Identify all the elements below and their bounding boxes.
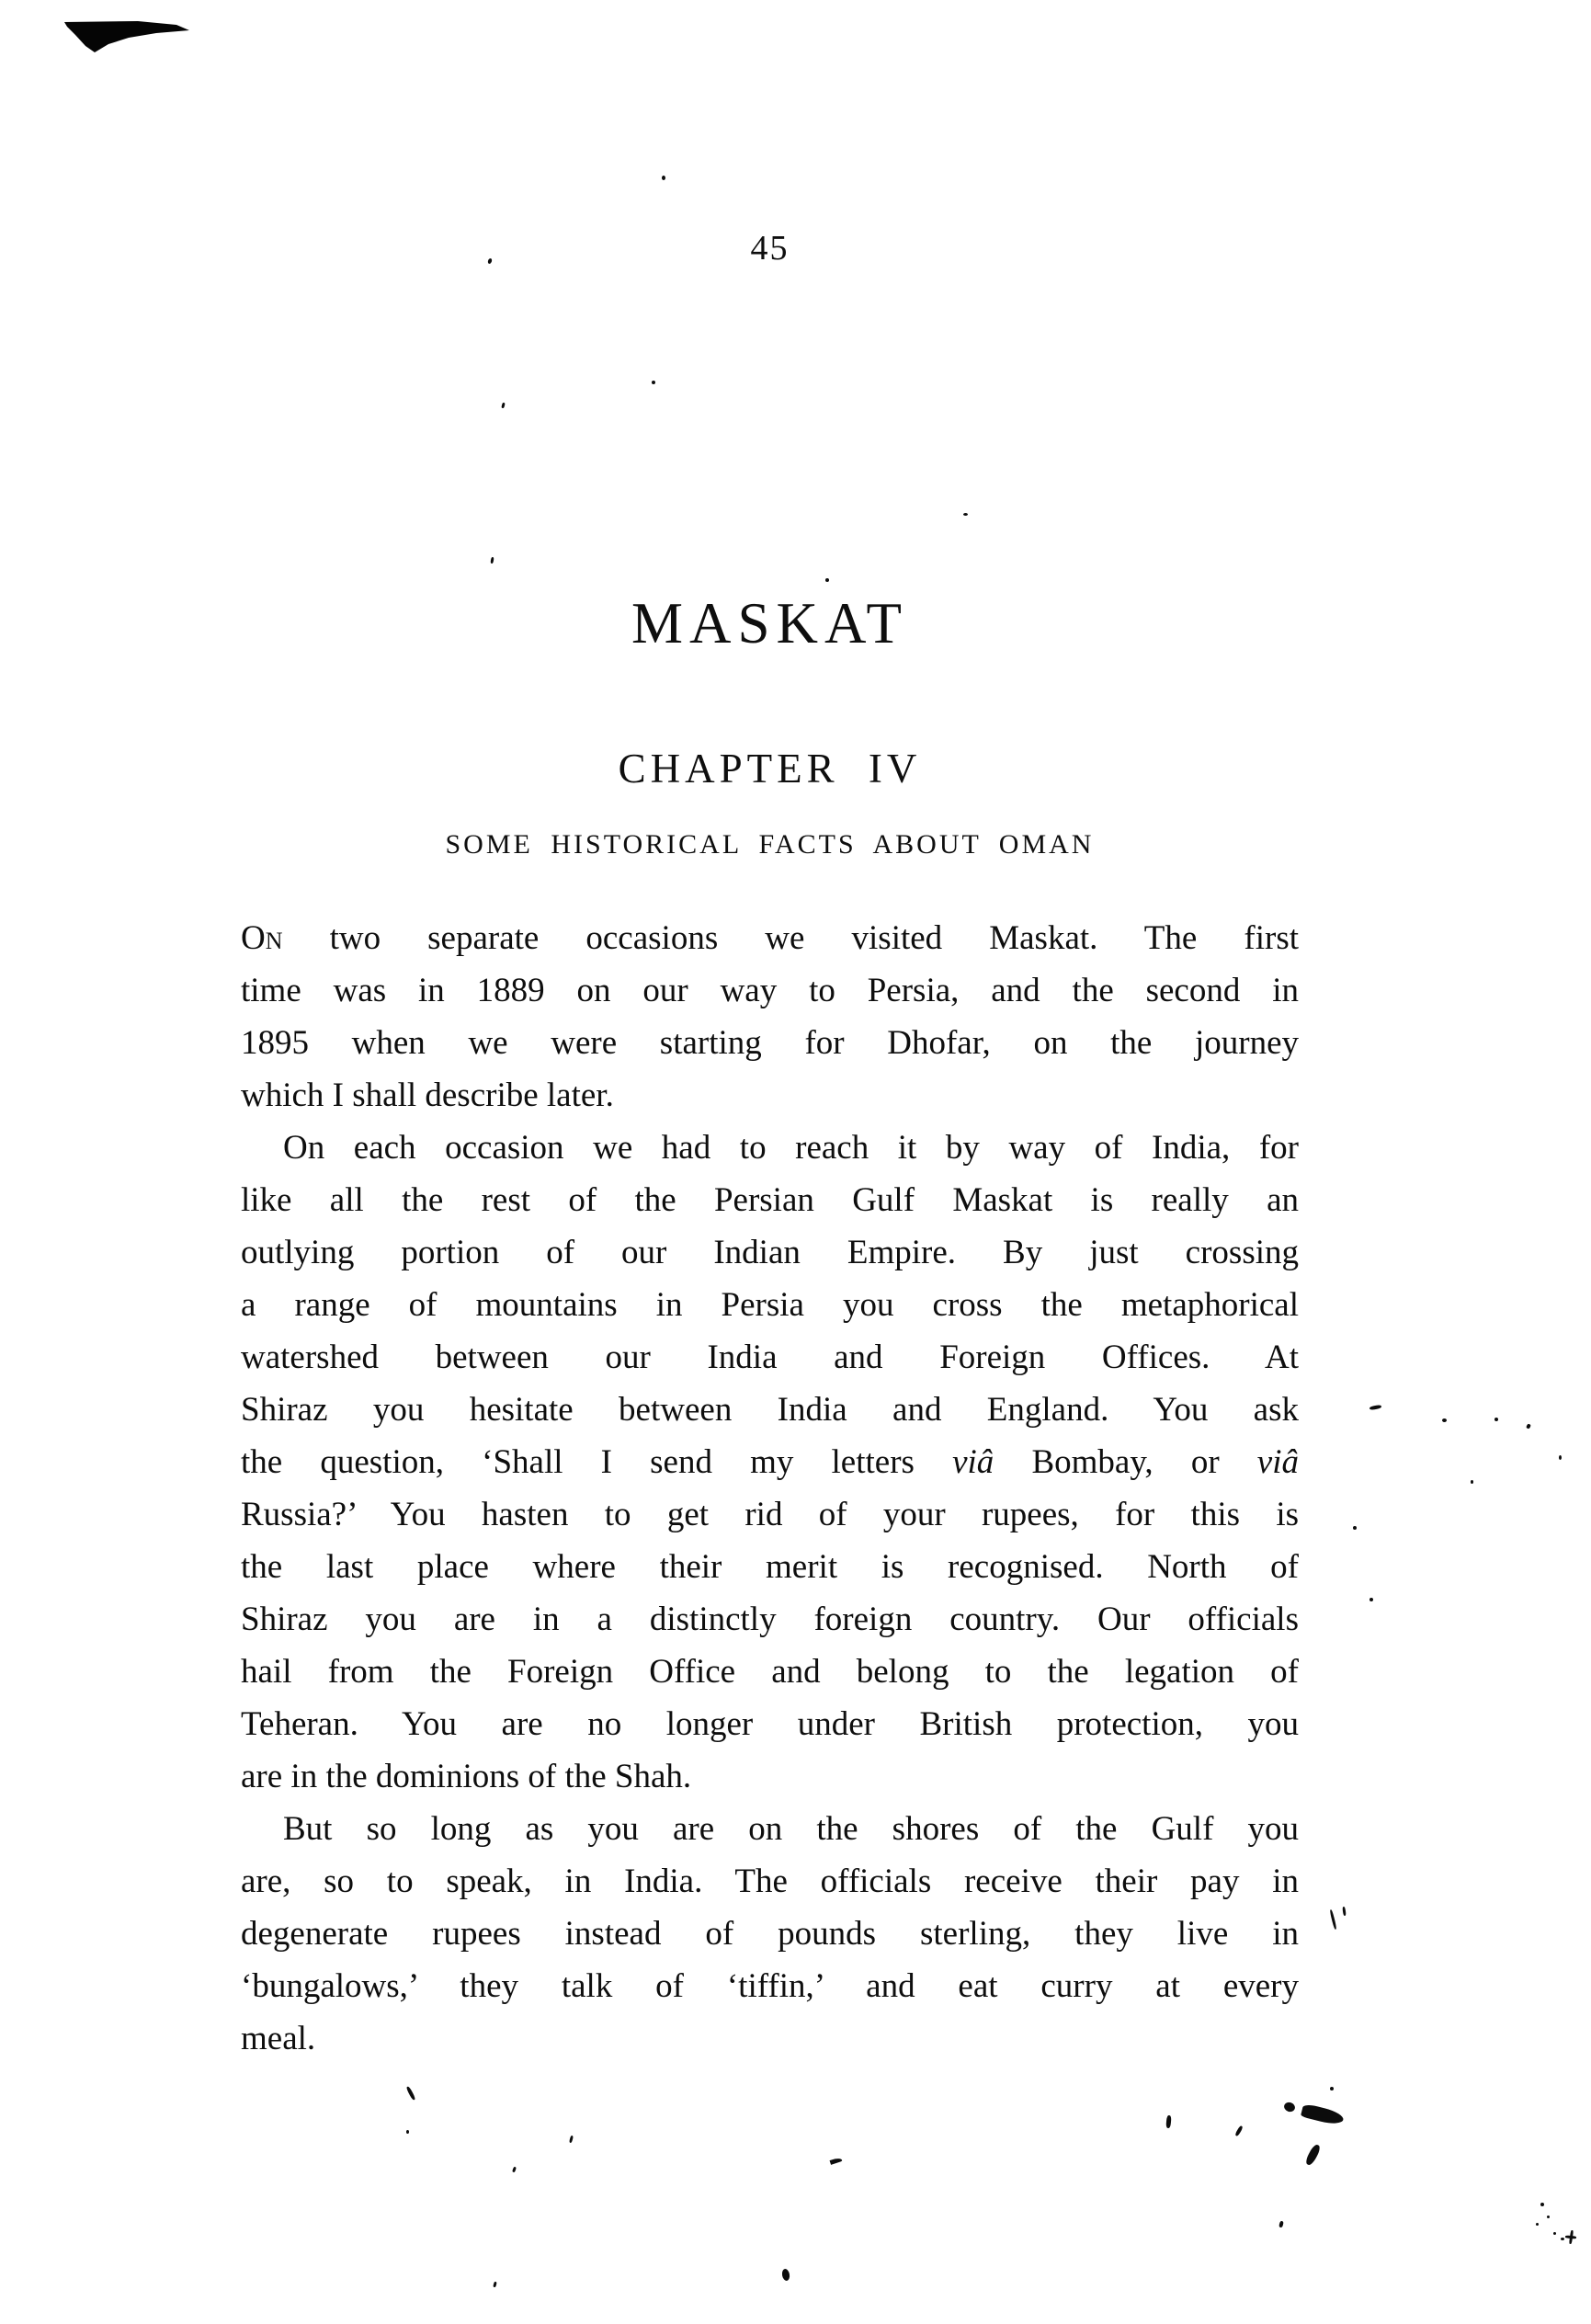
ink-speck — [490, 557, 494, 564]
ink-comet — [1301, 2103, 1345, 2127]
ink-speck — [1369, 1598, 1373, 1601]
ink-speck — [1330, 2087, 1334, 2090]
ink-speck — [1278, 2221, 1284, 2228]
text-line: which I shall describe later. — [241, 1077, 614, 1114]
ink-speck — [1442, 1418, 1447, 1422]
text-line: a range of mountains in Persia you cross the metaphorical — [241, 1286, 1299, 1324]
page-title: MASKAT — [631, 591, 909, 655]
text-line: Shiraz you are in a distinctly foreign country. Our officials — [241, 1601, 1299, 1638]
ink-backslash — [405, 2086, 415, 2101]
text-line: hail from the Foreign Office and belong to the legation of — [241, 1653, 1299, 1691]
ink-speck — [652, 381, 655, 384]
ink-speck — [493, 2282, 496, 2288]
ink-dash — [1369, 1405, 1381, 1410]
ink-speck — [1353, 1526, 1357, 1530]
text-line: Teheran. You are no longer under British protection, you — [241, 1705, 1299, 1743]
ink-speck — [1471, 1480, 1473, 1484]
ink-speck — [1540, 2203, 1544, 2206]
chapter-subtitle: SOME HISTORICAL FACTS ABOUT OMAN — [445, 829, 1095, 860]
text-line: 1895 when we were starting for Dhofar, on the journey — [241, 1024, 1299, 1062]
text-line: are, so to speak, in India. The officials receive their pay in — [241, 1863, 1299, 1900]
text-line: Russia?’ You hasten to get rid of your rupees, for this is — [241, 1496, 1299, 1533]
text-line: On each occasion we had to reach it by way of India, for — [283, 1129, 1299, 1167]
text-line: meal. — [241, 2020, 316, 2057]
ink-speck — [1526, 1423, 1531, 1429]
ink-speck — [501, 403, 505, 409]
text-line: the last place where their merit is recognised. North of — [241, 1548, 1299, 1586]
ink-blob-top-left-icon — [0, 0, 221, 74]
text-line: watershed between our India and Foreign Offices. At — [241, 1339, 1299, 1376]
text-line: like all the rest of the Persian Gulf Maskat is really an — [241, 1181, 1299, 1219]
text-line: ‘bungalows,’ they talk of ‘tiffin,’ and eat curry at every — [241, 1967, 1299, 2005]
ink-speck — [406, 2130, 409, 2134]
ink-speck — [825, 578, 829, 582]
text-line: degenerate rupees instead of pounds sterling, they live in — [241, 1915, 1299, 1953]
chapter-heading: CHAPTER IV — [618, 746, 922, 792]
text-line: On two separate occasions we visited Maskat. The first — [241, 919, 1299, 957]
text-line: outlying portion of our Indian Empire. By just crossing — [241, 1234, 1299, 1271]
ink-apostrophe — [1342, 1907, 1346, 1916]
ink-dot — [1283, 2101, 1297, 2113]
ink-dot — [781, 2268, 790, 2281]
ink-hook — [830, 2157, 843, 2165]
text-line: time was in 1889 on our way to Persia, and the second in — [241, 972, 1299, 1009]
ink-speck — [512, 2167, 517, 2173]
ink-speck — [963, 513, 968, 516]
ink-tick — [1165, 2115, 1171, 2128]
body-text — [241, 912, 1299, 2065]
page-number: 45 — [750, 229, 790, 268]
ink-speck — [1561, 2238, 1564, 2240]
ink-slash — [1234, 2125, 1243, 2136]
ink-speck — [662, 176, 665, 180]
ink-speck — [1553, 2232, 1556, 2235]
text-line: are in the dominions of the Shah. — [241, 1758, 692, 1795]
text-line: the question, ‘Shall I send my letters viâ Bombay, or viâ — [241, 1443, 1299, 1481]
ink-speck — [569, 2136, 574, 2144]
ink-cross-v — [1569, 2230, 1574, 2244]
text-line: But so long as you are on the shores of the Gulf you — [283, 1810, 1299, 1848]
ink-speck — [1559, 1455, 1562, 1460]
ink-speck — [1547, 2216, 1550, 2218]
ink-speck — [1536, 2223, 1539, 2226]
ink-slash — [1304, 2143, 1322, 2166]
ink-cross-h — [1565, 2235, 1576, 2239]
ink-speck — [1494, 1418, 1498, 1421]
text-line: Shiraz you hesitate between India and England. You ask — [241, 1391, 1299, 1429]
ink-stroke — [1329, 1909, 1336, 1930]
